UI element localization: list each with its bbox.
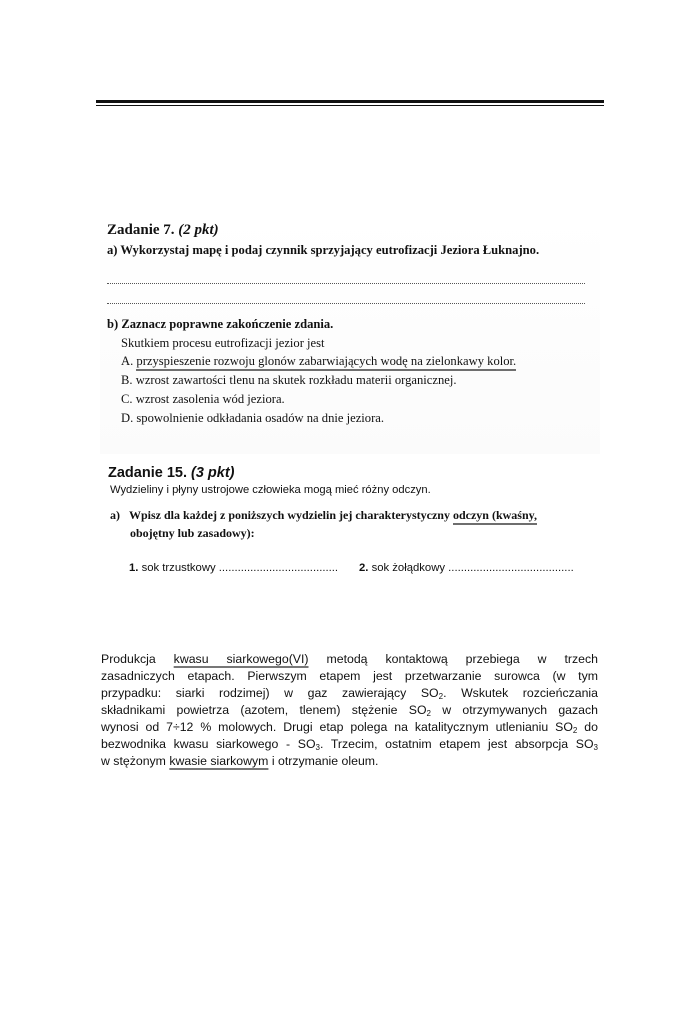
- task15-instruction-highlight: odczyn (kwaśny,: [453, 508, 537, 525]
- paragraph-line-7: [101, 753, 598, 770]
- item-answer-dots[interactable]: ........................................: [448, 562, 574, 574]
- paragraph-line-3: [101, 685, 598, 702]
- option-b[interactable]: [121, 373, 457, 388]
- text: w stężonym: [101, 754, 166, 768]
- option-c[interactable]: [121, 392, 285, 407]
- paragraph-line-2: zasadniczych etapach. Pierwszym etapem jest przetwarzanie surowca (w tym: [101, 669, 598, 683]
- item-text: sok żołądkowy: [371, 562, 446, 574]
- option-text: spowolnienie odkładania osadów na dnie jeziora.: [136, 411, 385, 425]
- text: w otrzymywanych gazach: [430, 703, 598, 717]
- answer-line-2[interactable]: [107, 303, 585, 304]
- item-text: sok trzustkowy: [141, 562, 216, 574]
- task7-title: [107, 222, 219, 239]
- option-d[interactable]: [121, 411, 384, 426]
- task7-part-b: b) Zaznacz poprawne zakończenie zdania.: [107, 317, 334, 331]
- sulfuric-acid-paragraph: [101, 651, 598, 770]
- text: przypadku: siarki rodzimej) w gaz zawierający SO: [101, 686, 439, 700]
- subscript: 3: [593, 743, 598, 752]
- option-a[interactable]: [121, 354, 516, 369]
- task15-instruction: Wpisz dla każdej z poniższych wydzielin jej charakterystyczny: [129, 508, 450, 522]
- task15-intro: Wydzieliny i płyny ustrojowe człowieka mogą mieć różny odczyn.: [110, 484, 431, 496]
- text: Produkcja: [101, 652, 156, 666]
- header-rule-thin: [96, 105, 604, 106]
- item-number: 1.: [129, 562, 139, 574]
- option-letter: C.: [121, 392, 133, 406]
- task15-title: [108, 465, 235, 481]
- text: składnikami powietrza (azotem, tlenem) stężenie SO: [101, 703, 427, 717]
- text: wynosi od 7÷12 % molowych. Drugi etap polega na katalitycznym utlenianiu SO: [101, 720, 573, 734]
- option-text: wzrost zawartości tlenu na skutek rozkładu materii organicznej.: [135, 373, 457, 387]
- option-letter: A.: [121, 354, 134, 368]
- header-rule-thick: [96, 100, 604, 103]
- task7-points: (2 pkt): [178, 222, 219, 238]
- text: do: [577, 720, 598, 734]
- subscript: 3: [315, 743, 320, 752]
- subscript: 2: [438, 692, 444, 701]
- task15-part-a-label: a): [110, 508, 120, 522]
- item-number: 2.: [359, 562, 369, 574]
- paragraph-line-4: [101, 702, 598, 719]
- task15-item-1[interactable]: [129, 562, 338, 574]
- paragraph-line-1: [101, 651, 598, 668]
- paragraph-line-5: [101, 719, 598, 736]
- option-text: wzrost zasolenia wód jeziora.: [135, 392, 285, 406]
- task15-part-a-line2: obojętny lub zasadowy):: [130, 526, 255, 540]
- task15-points: (3 pkt): [191, 465, 235, 481]
- task7-part-a: a) Wykorzystaj mapę i podaj czynnik sprzyjający eutrofizacji Jeziora Łuknajno.: [107, 243, 540, 257]
- text: i otrzymanie oleum.: [271, 754, 379, 768]
- subscript: 2: [426, 709, 431, 718]
- option-letter: D.: [121, 411, 134, 425]
- task15-title-text: Zadanie 15.: [108, 465, 187, 481]
- answer-line-1[interactable]: [107, 283, 585, 284]
- text: bezwodnika kwasu siarkowego - SO: [101, 737, 316, 751]
- task7-stem: Skutkiem procesu eutrofizacji jezior jest: [121, 336, 325, 350]
- task15-item-2[interactable]: [359, 562, 574, 574]
- paragraph-line-6: [101, 736, 598, 753]
- option-letter: B.: [121, 373, 133, 387]
- highlight-sulfuric-acid-2: kwasie siarkowym: [169, 754, 269, 768]
- text: . Trzecim, ostatnim etapem jest absorpcja SO: [319, 737, 594, 751]
- item-answer-dots[interactable]: ......................................: [218, 562, 339, 574]
- text: metodą kontaktową przebiega w trzech: [326, 652, 599, 666]
- subscript: 2: [572, 726, 578, 735]
- highlight-sulfuric-acid: kwasu siarkowego(VI): [173, 652, 309, 666]
- task15-part-a-line1: [110, 508, 537, 523]
- option-text-highlighted: przyspieszenie rozwoju glonów zabarwiających wodę na zielonkawy kolor.: [136, 354, 516, 371]
- task7-title-text: Zadanie 7.: [107, 222, 175, 238]
- text: . Wskutek rozcieńczania: [443, 686, 598, 700]
